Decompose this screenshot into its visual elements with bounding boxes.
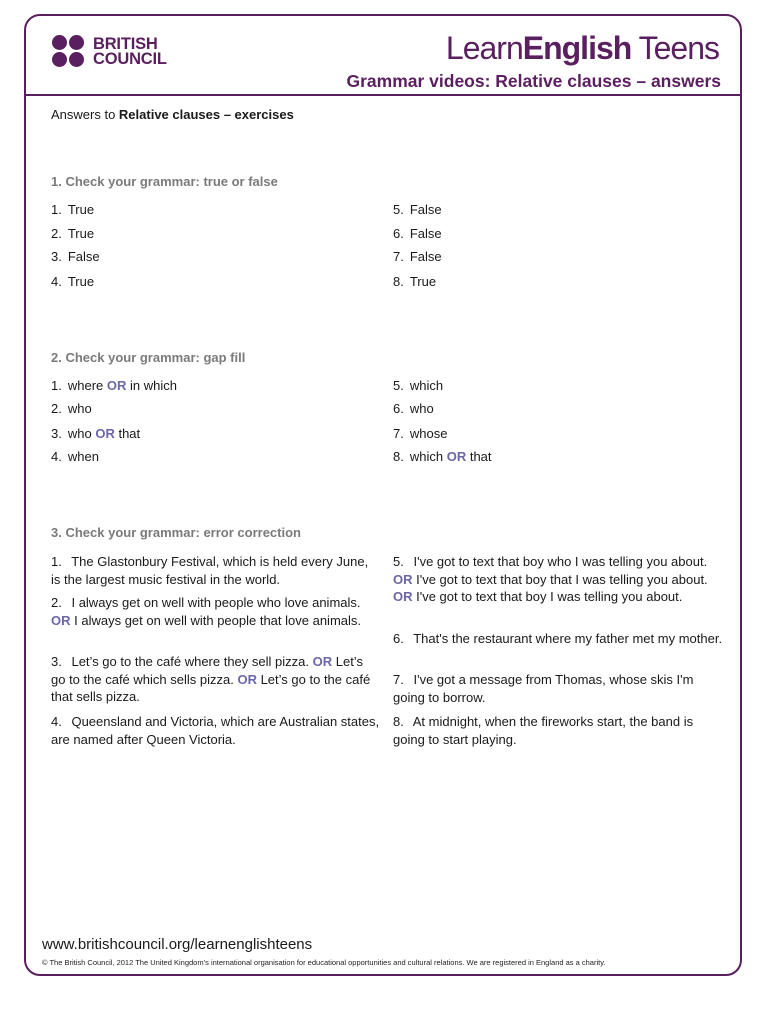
logo-dots-icon [52, 35, 86, 69]
intro-line [51, 107, 294, 122]
intro-prefix: Answers to [51, 107, 119, 122]
logo-wordmark [93, 37, 167, 67]
or-label: OR [446, 449, 467, 464]
answer-item: 6. False [393, 226, 442, 241]
brand-learn: Learn [445, 30, 523, 66]
answer-item: 7. I've got a message from Thomas, whose skis I'm going to borrow. [393, 672, 694, 705]
answer-item: 6. That's the restaurant where my father met my mother. [393, 631, 723, 646]
answer-item: 7. False [393, 249, 442, 264]
or-label: OR [393, 571, 413, 587]
answer-item: 8. At midnight, when the fireworks start, the band is going to start playing. [393, 714, 694, 747]
answer-item: 8. True [393, 274, 437, 289]
answer-item: 5. False [393, 202, 442, 217]
learnenglish-teens-brand [446, 30, 719, 67]
or-label: OR [393, 589, 413, 604]
answer-item: 7. whose [393, 426, 448, 441]
page-title: Grammar videos: Relative clauses – answers [346, 71, 721, 91]
or-label: OR [95, 426, 115, 441]
brand-english: English [522, 30, 632, 66]
british-council-logo [52, 35, 167, 69]
answer-item: 2. who [51, 401, 92, 416]
answer-item: 4. True [51, 274, 95, 289]
answer-item: 5. which [393, 378, 444, 393]
or-label: OR [237, 671, 257, 687]
answer-item: 4. Queensland and Victoria, which are Australian states, are named after Queen Victoria. [51, 714, 380, 747]
logo-line-2: COUNCIL [93, 50, 167, 68]
answer-item: 2. I always get on well with people who love animals. OR I always get on well with people that love animals. [51, 595, 362, 628]
answer-item: 3. who OR that [51, 426, 141, 441]
intro-bold: Relative clauses – exercises [118, 107, 294, 122]
answer-item: 3. Let’s go to the café where they sell pizza. OR Let’s go to the café which sells pizza. OR Let’s go to the café that sells pizza. [51, 654, 371, 704]
section-heading-1: 1. Check your grammar: true or false [51, 174, 278, 189]
section-heading-3: 3. Check your grammar: error correction [51, 525, 301, 540]
page-border [24, 14, 742, 976]
footer-legal: © The British Council, 2012 The United Kingdom’s international organisation for educational opportunities and cultural relations. We are registered in England as a charity. [42, 958, 606, 967]
or-label: OR [312, 654, 333, 669]
brand-teens: Teens [631, 30, 719, 66]
section-heading-2: 2. Check your grammar: gap fill [51, 350, 246, 365]
logo-line-1: BRITISH [93, 35, 158, 53]
or-label: OR [106, 378, 127, 393]
answer-item: 8. which OR that [393, 449, 492, 464]
answer-item: 2. True [51, 226, 95, 241]
answer-item: 1. where OR in which [51, 378, 177, 393]
answer-item: 3. False [51, 249, 100, 264]
answer-item: 6. who [393, 401, 434, 416]
answer-item: 1. The Glastonbury Festival, which is held every June, is the largest music festival in the world. [51, 554, 369, 587]
or-label: OR [51, 612, 71, 628]
answer-item: 5. I've got to text that boy who I was telling you about. OR I've got to text that boy that I was telling you about. OR I've got to text that boy I was telling you about. [393, 554, 708, 604]
footer-url[interactable]: www.britishcouncil.org/learnenglishteens [42, 936, 313, 953]
answer-item: 4. when [51, 449, 99, 464]
header-divider [24, 94, 742, 96]
answer-item: 1. True [51, 202, 95, 217]
